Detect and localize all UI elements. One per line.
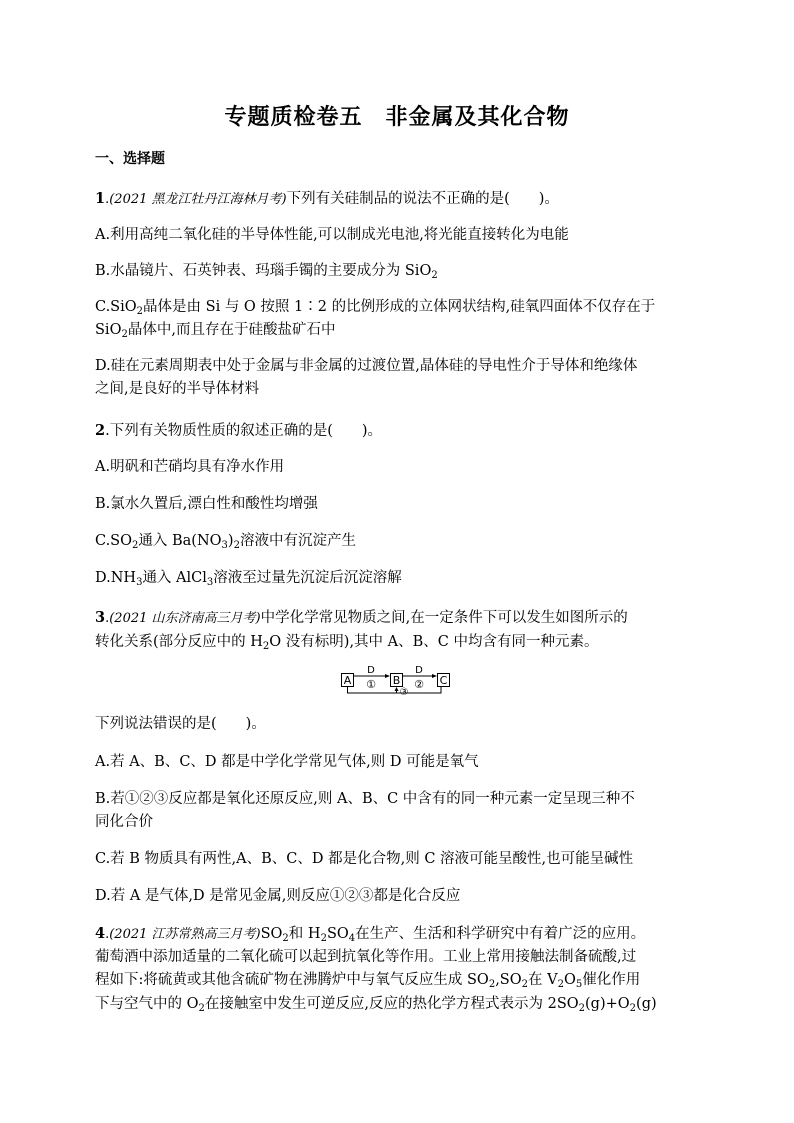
q3-number: 3 (95, 609, 106, 626)
q1-source: .(2021 黑龙江牡丹江海林月考) (105, 192, 287, 207)
q3-stem-text: 转化关系(部分反应中的 H (95, 634, 263, 650)
reaction-2-label: ② (414, 678, 424, 691)
q2-option-c-text: C.SO (95, 533, 133, 549)
reaction-1-label: ① (366, 678, 376, 691)
q1-stem-text: 下列有关硅制品的说法不正确的是( )。 (286, 191, 559, 207)
subscript: 2 (629, 1003, 637, 1014)
page-title: 专题质检卷五 非金属及其化合物 (224, 105, 570, 130)
subscript: 3 (221, 540, 228, 551)
q4-text: 和 H (288, 926, 321, 942)
arrow-1-head (385, 674, 390, 678)
q4-line1 (95, 923, 645, 946)
subscript: 2 (557, 979, 564, 990)
q2-option-d-text: 通入 AlCl (142, 570, 207, 586)
subscript: 2 (431, 270, 438, 281)
q2-option-d-text: D.NH (95, 570, 137, 586)
subscript: 2 (488, 979, 496, 990)
subscript: 2 (233, 540, 240, 551)
q4-number: 4 (95, 925, 106, 942)
conversion-diagram (341, 663, 451, 698)
q4-text: 程如下:将硫黄或其他含硫矿物在沸腾炉中与氧气反应生成 SO (95, 972, 489, 988)
q1-option-c-text: 晶体中,而且存在于硅酸盐矿石中 (127, 322, 336, 338)
q2-option-d (95, 567, 402, 589)
q1-stem (95, 188, 559, 211)
q3-option-c: C.若 B 物质具有两性,A、B、C、D 都是化合物,则 C 溶液可能呈酸性,也可能呈碱性 (95, 851, 634, 867)
q4-line4 (95, 993, 657, 1015)
q2-option-d-text: 溶液至过量先沉淀后沉淀溶解 (213, 570, 402, 586)
q4-text: SO (326, 926, 349, 942)
q1-option-c-line1 (95, 296, 655, 318)
arrow-3-head (395, 687, 399, 691)
subscript: 2 (132, 540, 139, 551)
subscript: 2 (121, 329, 128, 340)
q2-option-a: A.明矾和芒硝均具有净水作用 (95, 459, 285, 475)
q1-option-c-text: SiO (95, 322, 122, 338)
subscript: 2 (521, 979, 529, 990)
arrow-2-head (432, 674, 437, 678)
q4-text: 在 V (528, 972, 558, 988)
q4-text: SO (260, 926, 283, 942)
label-b: B (392, 674, 401, 687)
subscript: 4 (348, 933, 356, 944)
q3-option-a: A.若 A、B、C、D 都是中学化学常见气体,则 D 可能是氧气 (95, 754, 479, 770)
subscript: 2 (578, 1003, 586, 1014)
q1-option-d-line2: 之间,是良好的半导体材料 (95, 381, 260, 397)
q1-option-c-text: 晶体是由 Si 与 O 按照 1∶2 的比例形成的立体网状结构,硅氧四面体不仅存在于 (143, 299, 656, 315)
q3-stem-line2 (95, 631, 599, 653)
q4-text: 在生产、生活和科学研究中有着广泛的应用。 (355, 926, 646, 942)
q4-text: (g)+O (585, 996, 630, 1012)
q2-stem (95, 420, 382, 442)
reaction-3-label: ③ (399, 687, 409, 698)
label-a: A (343, 674, 352, 687)
q4-text: 催化作用 (582, 972, 641, 988)
subscript: 2 (282, 933, 289, 944)
q3-option-b-line2: 同化合价 (95, 814, 153, 830)
reagent-d-1: D (367, 665, 375, 676)
subscript: 2 (320, 933, 327, 944)
subscript: 2 (262, 641, 270, 652)
subscript: 5 (575, 979, 583, 990)
q1-option-a: A.利用高纯二氧化硅的半导体性能,可以制成光电池,将光能直接转化为电能 (95, 227, 569, 243)
q3-source: .(2021 山东济南高三月考) (105, 611, 261, 626)
q2-number: 2 (95, 422, 106, 439)
q2-option-c-text: ) (227, 533, 234, 549)
q2-option-c-text: 溶液中有沉淀产生 (239, 533, 356, 549)
q2-option-b: B.氯水久置后,漂白性和酸性均增强 (95, 496, 318, 512)
q4-text: ,SO (495, 972, 522, 988)
q1-option-c-line2 (95, 319, 335, 341)
q3-stem-text: O 没有标明),其中 A、B、C 中均含有同一种元素。 (269, 634, 599, 650)
q4-line3 (95, 969, 640, 991)
section-heading: 一、选择题 (95, 151, 165, 167)
q4-text: 在接触室中发生可逆反应,反应的热化学方程式表示为 2SO (204, 996, 579, 1012)
q1-option-d-line1: D.硅在元素周期表中处于金属与非金属的过渡位置,晶体硅的导电性介于导体和绝缘体 (95, 358, 638, 374)
conversion-diagram-svg (341, 663, 451, 698)
subscript: 2 (198, 1003, 205, 1014)
q3-stem-text: 中学化学常见物质之间,在一定条件下可以发生如图所示的 (260, 610, 628, 626)
subscript: 3 (206, 577, 214, 588)
q4-text: O (563, 972, 576, 988)
q2-stem-text: .下列有关物质性质的叙述正确的是( )。 (105, 423, 383, 439)
reagent-d-2: D (415, 665, 423, 676)
q2-option-c-text: 通入 Ba(NO (138, 533, 222, 549)
q3-stem-line1 (95, 607, 628, 630)
q4-text: 下与空气中的 O (95, 996, 199, 1012)
q3-option-b-line1: B.若①②③反应都是氧化还原反应,则 A、B、C 中含有的同一种元素一定呈现三种不 (95, 791, 635, 807)
q4-source: .(2021 江苏常熟高三月考) (105, 927, 261, 942)
subscript: 3 (136, 577, 143, 588)
q1-number: 1 (95, 190, 106, 207)
subscript: 2 (136, 306, 144, 317)
q4-text: (g) (636, 996, 657, 1012)
q1-option-b-text: B.水晶镜片、石英钟表、玛瑙手镯的主要成分为 SiO (95, 263, 432, 279)
q1-option-b (95, 260, 438, 282)
label-c: C (439, 674, 448, 687)
q3-ask: 下列说法错误的是( )。 (95, 716, 266, 732)
arrow-3-line (348, 687, 442, 693)
q4-line2: 葡萄酒中添加适量的二氧化硫可以起到抗氧化等作用。工业上常用接触法制备硫酸,过 (95, 949, 637, 965)
q3-option-d: D.若 A 是气体,D 是常见金属,则反应①②③都是化合反应 (95, 888, 461, 904)
q1-option-c-text: C.SiO (95, 299, 137, 315)
q2-option-c (95, 530, 356, 552)
